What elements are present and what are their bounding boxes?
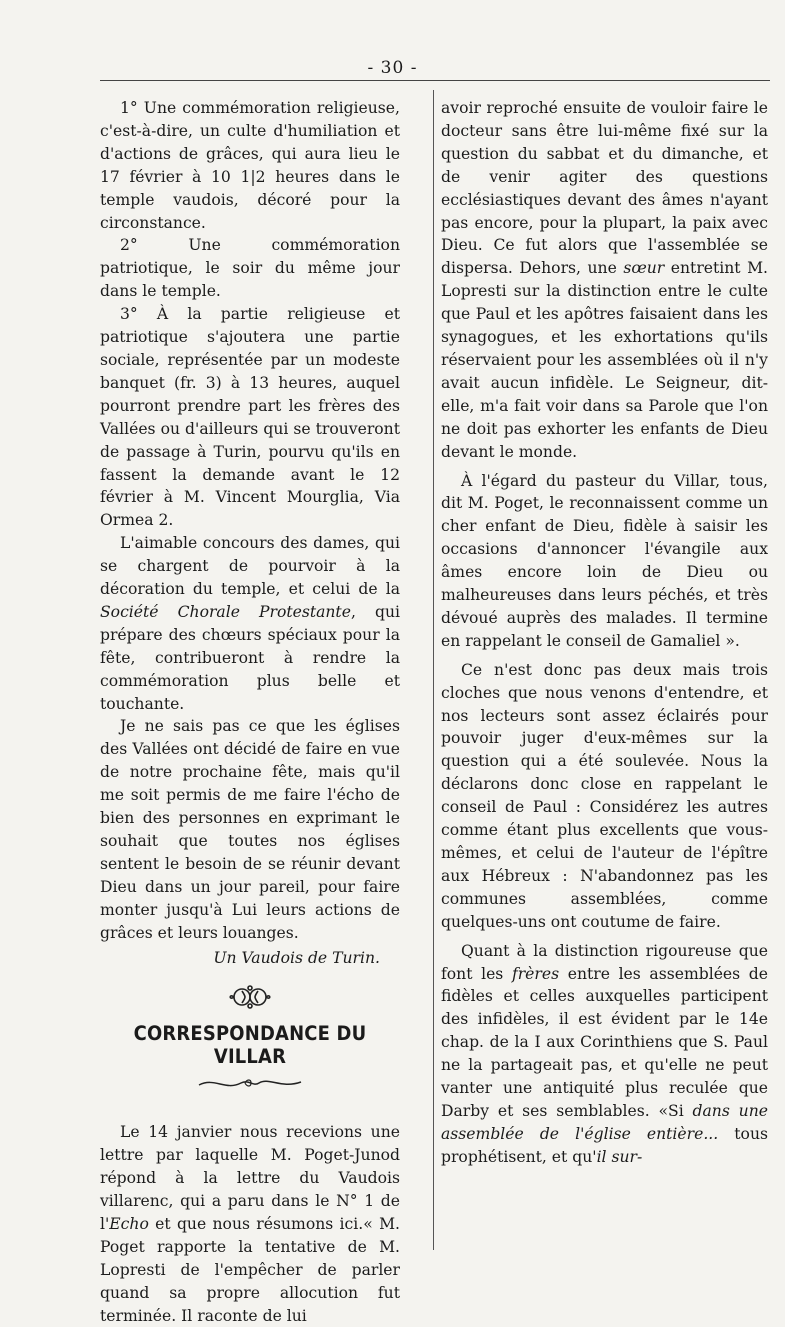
paragraph-letter: Le 14 janvier nous recevions une lettre par laquelle M. Poget-Junod répond à la lettre du Vaudois villarenc, qui a paru dans le N° 1 de l'Echo et que nous résumons ici.« M. Poget rapporte la tentative de M. Lopresti de l'empêcher de parler quand sa propre allocution fut terminée. Il raconte de lui <box>100 1123 400 1325</box>
column-divider <box>433 90 434 1250</box>
paragraph-ladies: L'aimable concours des dames, qui se chargent de pourvoir à la décoration du temple, et celui de la Société Chorale Protestante, qui prépare des chœurs spéciaux pour la fête, contribueront à rendre la commémoration plus belle et touchante. <box>100 534 400 713</box>
echo-title: Echo <box>109 1214 149 1233</box>
paragraph-continued: avoir reproché ensuite de vouloir faire le docteur sans être lui-même fixé sur la question du sabbat et du dimanche, et de venir agiter des questions ecclésiastiques devant des âmes n'ayant pas encore, pour la plupart, la paix avec Dieu. Ce fut alors que l'assemblée se dispersa. Dehors, une sœur entretint M. Lopresti sur la distinction entre le culte que Paul et les apôtres faisaient dans les synagogues, et les exhortations qu'ils réservaient pour les assemblées où il n'y avait aucun infidèle. Le Seigneur, dit-elle, m'a fait voir dans sa Parole que l'on ne doit pas exhorter les enfants de Dieu devant le monde. <box>441 99 769 461</box>
paragraph-item-3: 3° À la partie religieuse et patriotique s'ajoutera une partie sociale, représentée par un modeste banquet (fr. 3) à 13 heures, auquel pourront prendre part les frères des Vallées ou d'ailleurs qui se trouveront de passage à Turin, pourvu qu'ils en fassent la demande avant le 12 février à M. Vincent Mourglia, Via Ormea 2. <box>100 305 400 530</box>
paragraph-bells: Ce n'est donc pas deux mais trois cloches que nous venons d'entendre, et nos lecteurs sont assez éclairés pour pouvoir juger d'eux-mêmes sur la question qui a été soulevée. Nous la déclarons donc close en rappelant le conseil de Paul : Considérez les autres comme étant plus excellents que vous-mêmes, et celui de l'auteur de l'épître aux Hébreux : N'abandonnez pas les communes assemblées, comme quelques-uns ont coutume de faire. <box>441 660 768 931</box>
choral-society-name: Société Chorale Protestante <box>100 602 351 621</box>
header-rule <box>100 80 770 81</box>
paragraph-pastor: À l'égard du pasteur du Villar, tous, dit M. Poget, le reconnaissent comme un cher enfant de Dieu, fidèle à saisir les occasions d'annoncer l'évangile aux âmes encore loin de Dieu ou malheureuses dans leurs péchés, et très dévoué auprès des malades. Il termine en rappelant le conseil de Gamaliel ». <box>441 471 768 650</box>
signature: Un Vaudois de Turin. <box>213 948 380 967</box>
paragraph-wish: Je ne sais pas ce que les églises des Vallées ont décidé de faire en vue de notre prochaine fête, mais qu'il me soit permis de me faire l'écho de bien des personnes en exprimant le souhait que toutes nos églises sentent le besoin de se réunir devant Dieu dans un jour pareil, pour faire monter jusqu'à Lui leurs actions de grâces et leurs louanges. <box>100 717 400 942</box>
left-column <box>100 97 400 1327</box>
page-number: - 30 - <box>367 58 418 78</box>
fleuron-ornament-icon <box>100 983 400 1013</box>
paragraph-item-2: 2° Une commémoration patriotique, le soir du même jour dans le temple. <box>100 236 400 301</box>
right-column <box>441 97 768 1169</box>
paragraph-item-1: 1° Une commémoration religieuse, c'est-à-dire, un culte d'humiliation et d'actions de grâces, qui aura lieu le 17 février à 10 1|2 heures dans le temple vaudois, décoré pour la circonstance. <box>100 99 400 232</box>
paragraph-distinction: Quant à la distinction rigoureuse que font les frères entre les assemblées de fidèles et celles auxquelles participent des infidèles, il est évident par le 14e chap. de la I aux Corinthiens que S. Paul ne la partageait pas, et qu'elle ne peut vanter une antiquité plus reculée que Darby et ses semblables. «Si dans une assemblée de l'église entière... tous prophétisent, et qu'il sur- <box>441 941 768 1166</box>
section-heading: CORRESPONDANCE DU VILLAR <box>133 1022 367 1069</box>
swash-divider-icon <box>100 1073 400 1099</box>
